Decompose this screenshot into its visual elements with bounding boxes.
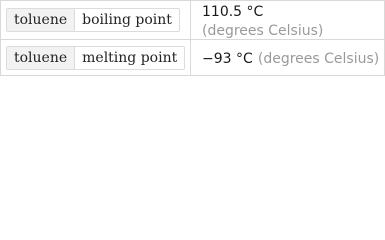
table-row xyxy=(1,1,385,40)
property-chip-group xyxy=(6,8,180,32)
property-key-cell xyxy=(1,1,191,40)
property-chip: boiling point xyxy=(82,12,172,28)
entity-chip: toluene xyxy=(7,9,75,31)
unit-note: (degrees Celsius) xyxy=(202,23,324,39)
property-value-cell xyxy=(191,1,385,40)
property-value: 110.5 °C xyxy=(202,4,264,20)
property-value: −93 °C xyxy=(202,51,253,67)
properties-table xyxy=(0,0,385,76)
property-chip: melting point xyxy=(82,49,178,66)
table-row xyxy=(1,40,385,76)
entity-chip: toluene xyxy=(7,47,75,69)
property-chip-group xyxy=(6,46,185,70)
unit-note: (degrees Celsius) xyxy=(257,51,380,67)
property-key-cell xyxy=(1,40,191,76)
property-value-cell xyxy=(191,40,385,76)
